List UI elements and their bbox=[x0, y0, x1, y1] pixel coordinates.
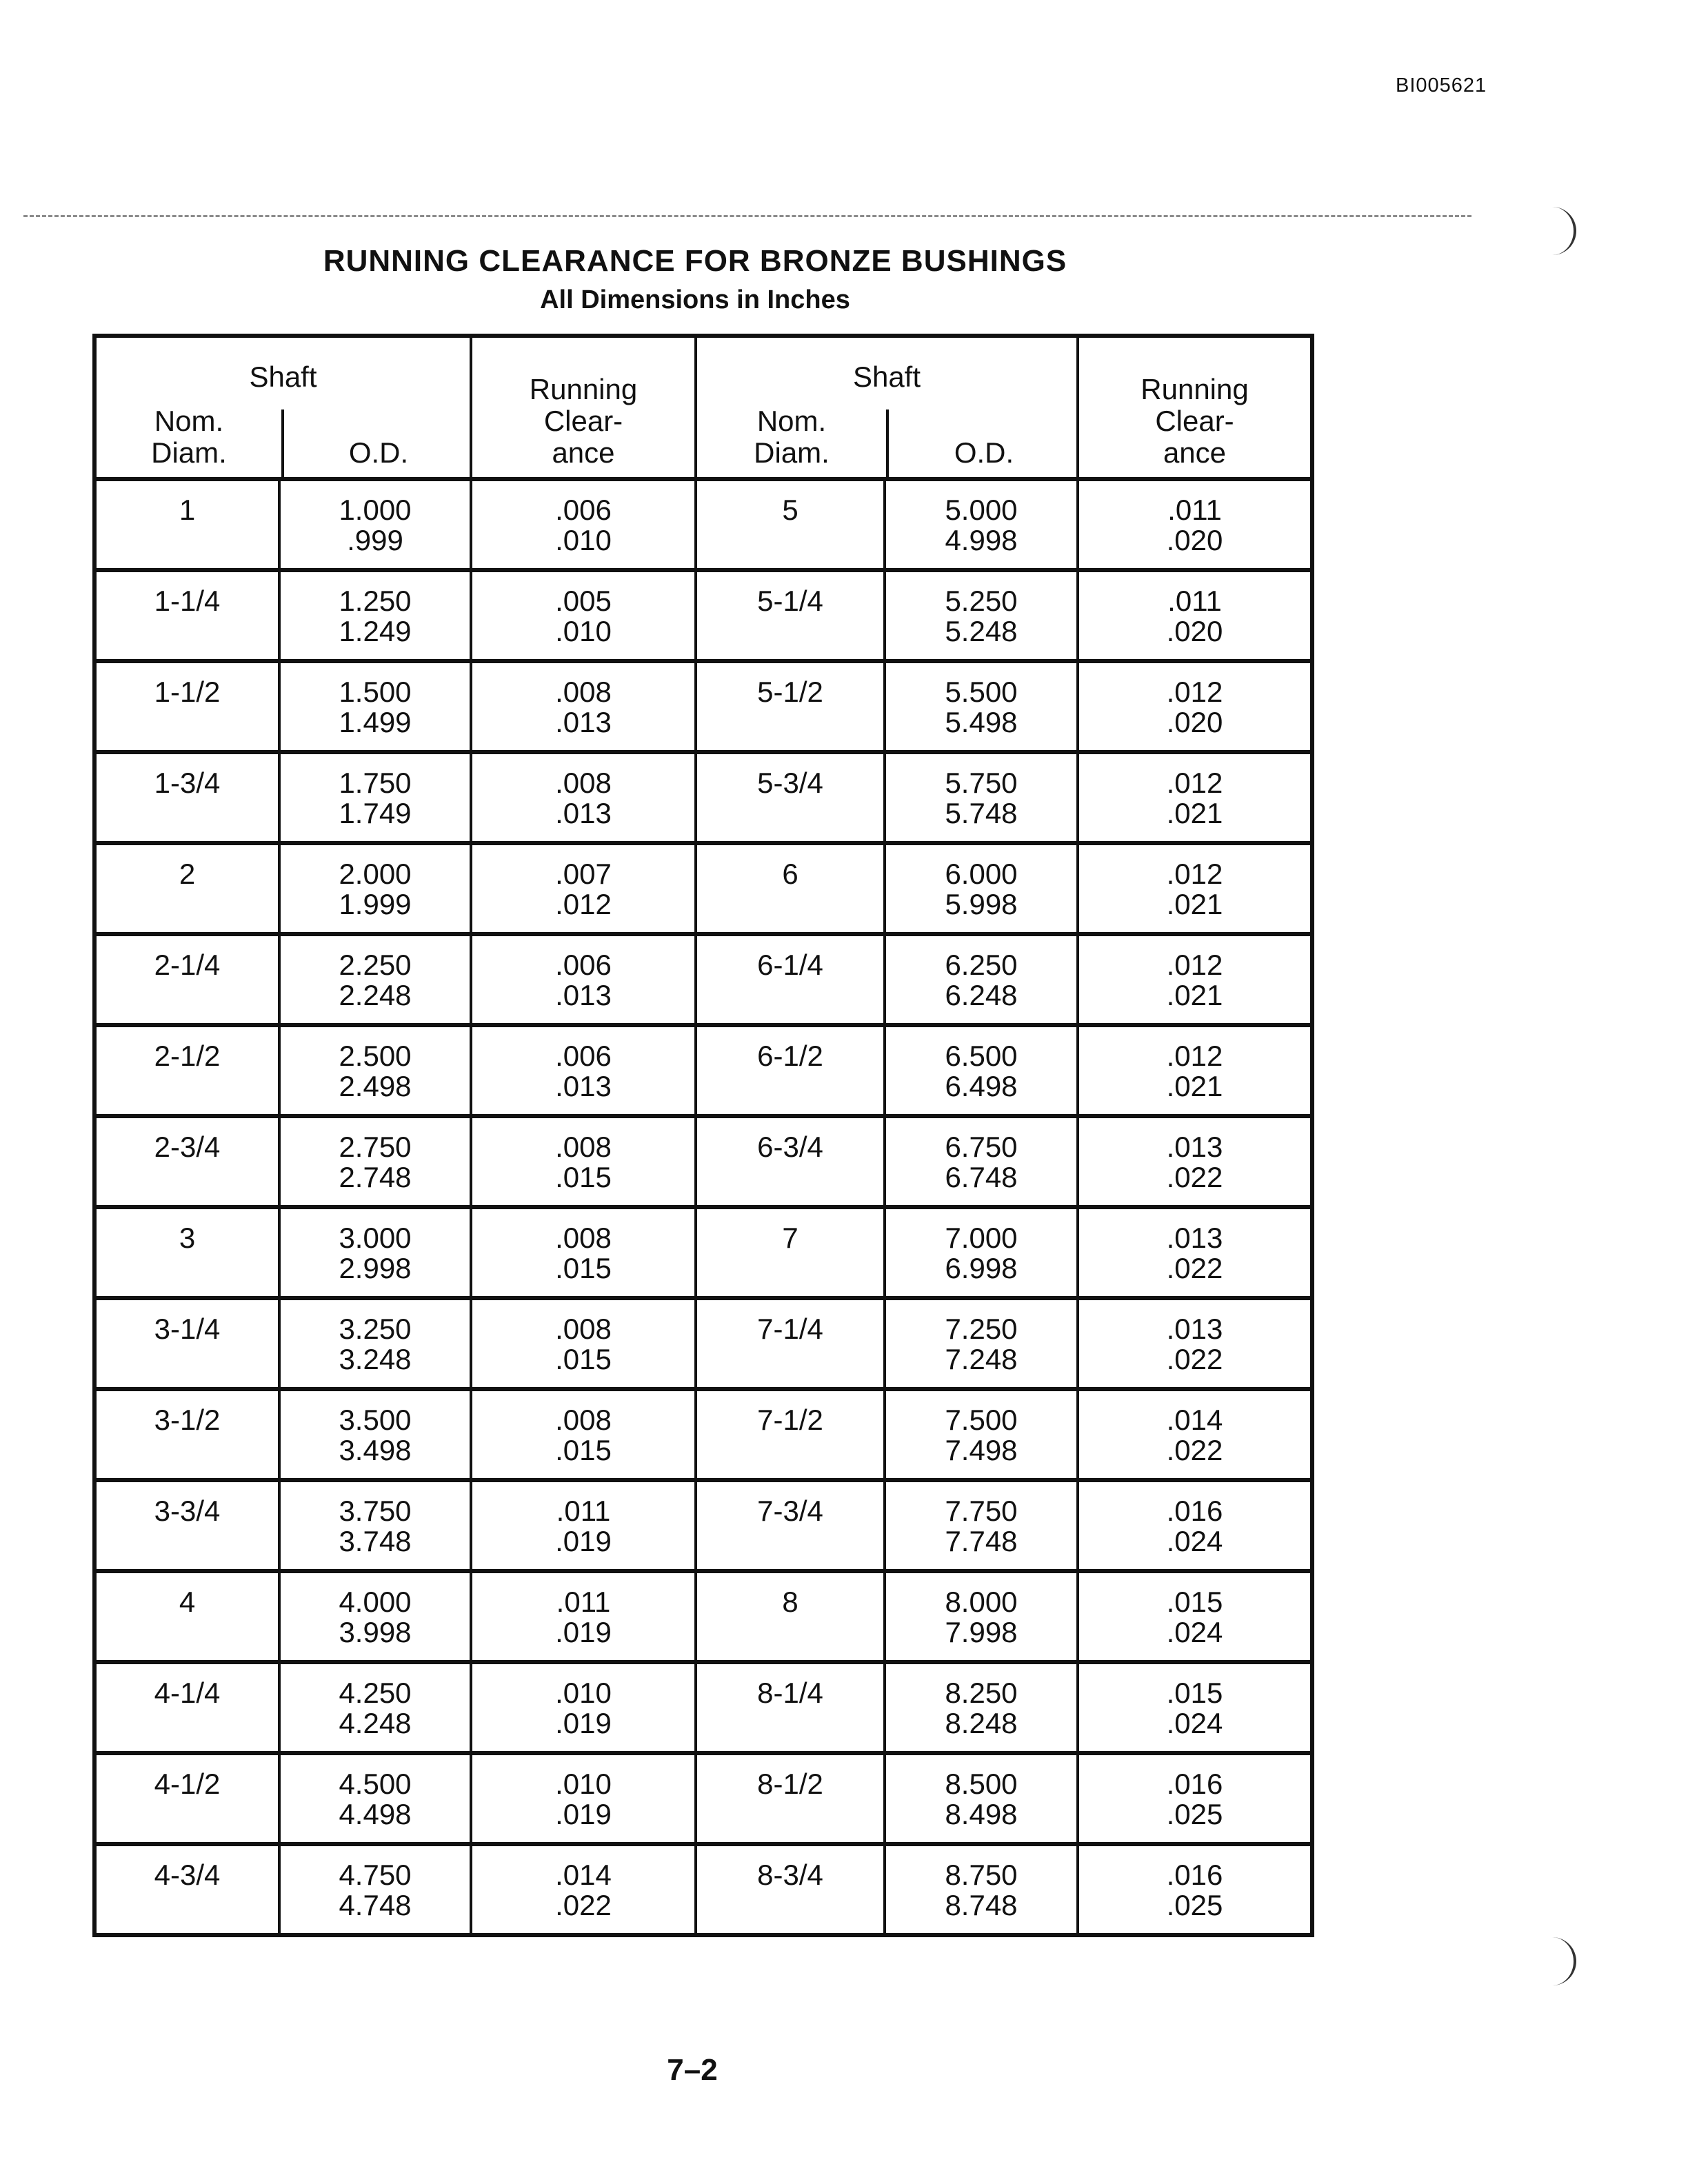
cell-value: 6.500 bbox=[945, 1040, 1018, 1072]
running-clearance-cell bbox=[1078, 1025, 1312, 1116]
nom-diam-cell bbox=[94, 479, 279, 570]
cell-value: 2-1/4 bbox=[154, 949, 221, 981]
running-clearance-cell bbox=[471, 1662, 696, 1753]
cell-value: 2-3/4 bbox=[154, 1131, 221, 1163]
cell-value: 1.749 bbox=[339, 797, 412, 829]
cell-value: 4.750 bbox=[339, 1859, 412, 1891]
nom-diam-cell bbox=[696, 1025, 885, 1116]
cell-value: 4-1/4 bbox=[154, 1677, 221, 1709]
cell-value: .012 bbox=[1166, 949, 1223, 981]
cell-value: .011 bbox=[556, 1495, 611, 1527]
cell-value: 2.248 bbox=[339, 979, 412, 1011]
running-clearance-cell bbox=[1078, 934, 1312, 1025]
cell-value: .015 bbox=[555, 1343, 612, 1375]
cell-value: 7.748 bbox=[945, 1525, 1018, 1557]
running-clearance-cell bbox=[471, 843, 696, 934]
page-number: 7–2 bbox=[667, 2053, 718, 2087]
running-clearance-cell bbox=[1078, 1298, 1312, 1389]
nom-diam-cell bbox=[696, 1662, 885, 1753]
cell-value: 8.500 bbox=[945, 1768, 1018, 1800]
cell-value: .008 bbox=[555, 1404, 612, 1436]
od-header: O.D. bbox=[348, 436, 409, 469]
cell-value: 1.999 bbox=[339, 888, 412, 920]
cell-value: .008 bbox=[555, 767, 612, 799]
cell-value: 4.248 bbox=[339, 1707, 412, 1739]
cell-value: 8.250 bbox=[945, 1677, 1018, 1709]
cell-value: .013 bbox=[1166, 1313, 1223, 1345]
nom-diam-cell bbox=[696, 1116, 885, 1207]
od-cell bbox=[885, 1662, 1078, 1753]
nom-diam-cell bbox=[696, 752, 885, 843]
table-row bbox=[94, 1389, 1312, 1480]
table-row bbox=[94, 479, 1312, 570]
cell-value: .025 bbox=[1166, 1889, 1223, 1921]
running-clearance-cell bbox=[471, 1480, 696, 1571]
running-clearance-cell bbox=[1078, 661, 1312, 752]
running-clearance-cell bbox=[471, 1753, 696, 1844]
cell-value: 1-1/4 bbox=[154, 585, 221, 617]
cell-value: 3 bbox=[179, 1222, 196, 1254]
cell-value: 1-3/4 bbox=[154, 767, 221, 799]
cell-value: 3.500 bbox=[339, 1404, 412, 1436]
cell-value: .021 bbox=[1166, 888, 1223, 920]
cell-value: 6.748 bbox=[945, 1161, 1018, 1193]
nom-diam-header: Nom. Diam. bbox=[754, 405, 830, 469]
running-clearance-cell bbox=[471, 752, 696, 843]
od-cell bbox=[279, 1662, 471, 1753]
cell-value: 8-1/4 bbox=[757, 1677, 823, 1709]
running-clearance-cell bbox=[471, 1389, 696, 1480]
cell-value: .012 bbox=[1166, 676, 1223, 708]
running-clearance-cell bbox=[1078, 570, 1312, 661]
running-clearance-cell bbox=[1078, 1571, 1312, 1662]
cell-value: 6.000 bbox=[945, 858, 1018, 890]
cell-value: .006 bbox=[555, 949, 612, 981]
header-row bbox=[94, 336, 1312, 479]
cell-value: .021 bbox=[1166, 1070, 1223, 1102]
cell-value: .010 bbox=[555, 615, 612, 647]
shaft-header-left bbox=[94, 336, 471, 479]
cell-value: 1.000 bbox=[339, 494, 412, 526]
cell-value: 3.998 bbox=[339, 1616, 412, 1648]
cell-value: .022 bbox=[1166, 1343, 1223, 1375]
cell-value: 4-3/4 bbox=[154, 1859, 221, 1891]
cell-value: 2.498 bbox=[339, 1070, 412, 1102]
cell-value: 5-1/2 bbox=[757, 676, 823, 708]
table-row bbox=[94, 570, 1312, 661]
cell-value: 5.500 bbox=[945, 676, 1018, 708]
cell-value: 3.748 bbox=[339, 1525, 412, 1557]
cell-value: .015 bbox=[1166, 1677, 1223, 1709]
cell-value: 4.998 bbox=[945, 524, 1018, 556]
od-cell bbox=[885, 1389, 1078, 1480]
binder-hole-mark-bottom bbox=[1539, 1937, 1576, 1985]
running-clearance-cell bbox=[1078, 1389, 1312, 1480]
cell-value: 4.498 bbox=[339, 1798, 412, 1830]
cell-value: 3.250 bbox=[339, 1313, 412, 1345]
cell-value: .011 bbox=[556, 1586, 611, 1618]
cell-value: 8 bbox=[782, 1586, 798, 1618]
nom-diam-cell bbox=[94, 1480, 279, 1571]
cell-value: 5.000 bbox=[945, 494, 1018, 526]
cell-value: .005 bbox=[555, 585, 612, 617]
cell-value: .999 bbox=[347, 524, 403, 556]
cell-value: .012 bbox=[1166, 1040, 1223, 1072]
cell-value: 7.998 bbox=[945, 1616, 1018, 1648]
cell-value: 2 bbox=[179, 858, 196, 890]
cell-value: .019 bbox=[555, 1616, 612, 1648]
cell-value: .016 bbox=[1166, 1768, 1223, 1800]
cell-value: 8.248 bbox=[945, 1707, 1018, 1739]
cell-value: 4.250 bbox=[339, 1677, 412, 1709]
cell-value: .024 bbox=[1166, 1525, 1223, 1557]
cell-value: 7.500 bbox=[945, 1404, 1018, 1436]
od-cell bbox=[279, 1025, 471, 1116]
cell-value: .006 bbox=[555, 494, 612, 526]
cell-value: .015 bbox=[1166, 1586, 1223, 1618]
running-clearance-cell bbox=[1078, 1480, 1312, 1571]
nom-diam-cell bbox=[696, 843, 885, 934]
cell-value: .019 bbox=[555, 1525, 612, 1557]
cell-value: .013 bbox=[1166, 1131, 1223, 1163]
table-subtitle: All Dimensions in Inches bbox=[540, 285, 850, 314]
cell-value: .020 bbox=[1166, 706, 1223, 738]
nom-diam-cell bbox=[94, 752, 279, 843]
cell-value: 8-3/4 bbox=[757, 1859, 823, 1891]
table-row bbox=[94, 934, 1312, 1025]
od-cell bbox=[279, 1298, 471, 1389]
table-row bbox=[94, 1207, 1312, 1298]
od-cell bbox=[279, 1571, 471, 1662]
cell-value: 2.748 bbox=[339, 1161, 412, 1193]
cell-value: 6.248 bbox=[945, 979, 1018, 1011]
cell-value: 6 bbox=[782, 858, 798, 890]
cell-value: 4-1/2 bbox=[154, 1768, 221, 1800]
cell-value: .013 bbox=[555, 706, 612, 738]
cell-value: .020 bbox=[1166, 615, 1223, 647]
table-row bbox=[94, 1662, 1312, 1753]
od-cell bbox=[885, 1571, 1078, 1662]
cell-value: .022 bbox=[1166, 1434, 1223, 1466]
cell-value: 6.750 bbox=[945, 1131, 1018, 1163]
cell-value: .010 bbox=[555, 1768, 612, 1800]
cell-value: .006 bbox=[555, 1040, 612, 1072]
cell-value: .008 bbox=[555, 1313, 612, 1345]
cell-value: 2.750 bbox=[339, 1131, 412, 1163]
cell-value: 6-1/4 bbox=[757, 949, 823, 981]
cell-value: .020 bbox=[1166, 524, 1223, 556]
cell-value: 2-1/2 bbox=[154, 1040, 221, 1072]
cell-value: 7.498 bbox=[945, 1434, 1018, 1466]
nom-diam-cell bbox=[94, 1207, 279, 1298]
cell-value: .016 bbox=[1166, 1859, 1223, 1891]
cell-value: 8.498 bbox=[945, 1798, 1018, 1830]
table-row bbox=[94, 752, 1312, 843]
nom-diam-cell bbox=[696, 1571, 885, 1662]
table-title: RUNNING CLEARANCE FOR BRONZE BUSHINGS bbox=[323, 244, 1067, 278]
running-clearance-cell bbox=[1078, 843, 1312, 934]
cell-value: .015 bbox=[555, 1252, 612, 1284]
od-cell bbox=[885, 1480, 1078, 1571]
cell-value: 3-3/4 bbox=[154, 1495, 221, 1527]
nom-diam-cell bbox=[696, 1389, 885, 1480]
cell-value: .013 bbox=[555, 797, 612, 829]
table-row bbox=[94, 1844, 1312, 1935]
running-clearance-cell bbox=[471, 479, 696, 570]
running-clearance-cell bbox=[1078, 1844, 1312, 1935]
shaft-label: Shaft bbox=[249, 361, 317, 393]
cell-value: 5.750 bbox=[945, 767, 1018, 799]
nom-diam-cell bbox=[94, 843, 279, 934]
nom-diam-cell bbox=[94, 1662, 279, 1753]
running-clearance-cell bbox=[1078, 1116, 1312, 1207]
od-cell bbox=[885, 661, 1078, 752]
cell-value: .010 bbox=[555, 524, 612, 556]
od-cell bbox=[885, 752, 1078, 843]
table-row bbox=[94, 1571, 1312, 1662]
od-cell bbox=[279, 843, 471, 934]
cell-value: 6.250 bbox=[945, 949, 1018, 981]
cell-value: 4.000 bbox=[339, 1586, 412, 1618]
cell-value: 8.000 bbox=[945, 1586, 1018, 1618]
od-cell bbox=[885, 570, 1078, 661]
od-cell bbox=[279, 1389, 471, 1480]
cell-value: .015 bbox=[555, 1161, 612, 1193]
running-clearance-cell bbox=[471, 1571, 696, 1662]
nom-diam-cell bbox=[696, 934, 885, 1025]
nom-diam-cell bbox=[696, 570, 885, 661]
running-clearance-cell bbox=[1078, 752, 1312, 843]
cell-value: .012 bbox=[1166, 858, 1223, 890]
running-clearance-cell bbox=[471, 1116, 696, 1207]
table-row bbox=[94, 1480, 1312, 1571]
cell-value: 5.998 bbox=[945, 888, 1018, 920]
shaft-header-right bbox=[696, 336, 1078, 479]
od-cell bbox=[279, 1844, 471, 1935]
od-cell bbox=[885, 1207, 1078, 1298]
cell-value: .012 bbox=[555, 888, 612, 920]
cell-value: .014 bbox=[1166, 1404, 1223, 1436]
cell-value: 7-3/4 bbox=[757, 1495, 823, 1527]
running-clearance-table bbox=[92, 334, 1314, 1937]
cell-value: 4 bbox=[179, 1586, 196, 1618]
cell-value: 5-1/4 bbox=[757, 585, 823, 617]
table-row bbox=[94, 843, 1312, 934]
nom-diam-cell bbox=[94, 1844, 279, 1935]
running-clearance-header-left: Running Clear- ance bbox=[471, 336, 696, 479]
od-cell bbox=[885, 1116, 1078, 1207]
nom-diam-cell bbox=[696, 1480, 885, 1571]
running-clearance-cell bbox=[471, 1844, 696, 1935]
cell-value: 6-3/4 bbox=[757, 1131, 823, 1163]
cell-value: 1.499 bbox=[339, 706, 412, 738]
cell-value: .024 bbox=[1166, 1707, 1223, 1739]
nom-diam-cell bbox=[94, 570, 279, 661]
cell-value: .016 bbox=[1166, 1495, 1223, 1527]
cell-value: .015 bbox=[555, 1434, 612, 1466]
od-cell bbox=[885, 1844, 1078, 1935]
nom-diam-cell bbox=[94, 1389, 279, 1480]
cell-value: .011 bbox=[1167, 494, 1222, 526]
nom-diam-cell bbox=[696, 1298, 885, 1389]
cell-value: .008 bbox=[555, 1131, 612, 1163]
binder-hole-mark-top bbox=[1539, 207, 1576, 255]
nom-diam-cell bbox=[94, 934, 279, 1025]
nom-diam-cell bbox=[94, 1571, 279, 1662]
cell-value: .013 bbox=[1166, 1222, 1223, 1254]
cell-value: 3-1/2 bbox=[154, 1404, 221, 1436]
cell-value: 7 bbox=[782, 1222, 798, 1254]
od-cell bbox=[279, 1480, 471, 1571]
od-cell bbox=[885, 479, 1078, 570]
cell-value: .012 bbox=[1166, 767, 1223, 799]
od-cell bbox=[279, 1753, 471, 1844]
cell-value: 3.498 bbox=[339, 1434, 412, 1466]
od-header: O.D. bbox=[954, 436, 1014, 469]
cell-value: 1.500 bbox=[339, 676, 412, 708]
shaft-label: Shaft bbox=[852, 361, 921, 393]
nom-diam-cell bbox=[696, 1207, 885, 1298]
cell-value: 5.250 bbox=[945, 585, 1018, 617]
cell-value: 1 bbox=[179, 494, 196, 526]
cell-value: .010 bbox=[555, 1677, 612, 1709]
od-cell bbox=[885, 1298, 1078, 1389]
cell-value: 1-1/2 bbox=[154, 676, 221, 708]
cell-value: 7-1/4 bbox=[757, 1313, 823, 1345]
od-cell bbox=[885, 1025, 1078, 1116]
nom-diam-cell bbox=[696, 1844, 885, 1935]
nom-diam-cell bbox=[94, 1025, 279, 1116]
cell-value: .024 bbox=[1166, 1616, 1223, 1648]
cell-value: 6.498 bbox=[945, 1070, 1018, 1102]
cell-value: .013 bbox=[555, 1070, 612, 1102]
cell-value: 2.250 bbox=[339, 949, 412, 981]
table-row bbox=[94, 661, 1312, 752]
scan-rule-line bbox=[23, 215, 1471, 217]
cell-value: 4.748 bbox=[339, 1889, 412, 1921]
running-clearance-cell bbox=[471, 570, 696, 661]
cell-value: 5.748 bbox=[945, 797, 1018, 829]
od-cell bbox=[885, 843, 1078, 934]
cell-value: .019 bbox=[555, 1798, 612, 1830]
running-clearance-cell bbox=[1078, 1207, 1312, 1298]
cell-value: 2.998 bbox=[339, 1252, 412, 1284]
cell-value: 6-1/2 bbox=[757, 1040, 823, 1072]
running-clearance-cell bbox=[471, 661, 696, 752]
cell-value: 5 bbox=[782, 494, 798, 526]
running-clearance-cell bbox=[1078, 1662, 1312, 1753]
od-cell bbox=[279, 570, 471, 661]
running-clearance-cell bbox=[471, 1298, 696, 1389]
cell-value: 5.498 bbox=[945, 706, 1018, 738]
od-cell bbox=[885, 1753, 1078, 1844]
cell-value: 5.248 bbox=[945, 615, 1018, 647]
cell-value: 3.750 bbox=[339, 1495, 412, 1527]
cell-value: .021 bbox=[1166, 979, 1223, 1011]
cell-value: 1.250 bbox=[339, 585, 412, 617]
cell-value: .014 bbox=[555, 1859, 612, 1891]
od-cell bbox=[279, 934, 471, 1025]
cell-value: .022 bbox=[555, 1889, 612, 1921]
cell-value: 7.248 bbox=[945, 1343, 1018, 1375]
cell-value: 8.750 bbox=[945, 1859, 1018, 1891]
nom-diam-cell bbox=[696, 1753, 885, 1844]
cell-value: .008 bbox=[555, 1222, 612, 1254]
cell-value: 7-1/2 bbox=[757, 1404, 823, 1436]
cell-value: 8.748 bbox=[945, 1889, 1018, 1921]
cell-value: 1.249 bbox=[339, 615, 412, 647]
nom-diam-cell bbox=[696, 661, 885, 752]
cell-value: 3.000 bbox=[339, 1222, 412, 1254]
od-cell bbox=[279, 1116, 471, 1207]
cell-value: 2.000 bbox=[339, 858, 412, 890]
table-row bbox=[94, 1025, 1312, 1116]
nom-diam-cell bbox=[94, 1753, 279, 1844]
cell-value: .022 bbox=[1166, 1161, 1223, 1193]
table-row bbox=[94, 1753, 1312, 1844]
nom-diam-cell bbox=[94, 1116, 279, 1207]
cell-value: .007 bbox=[555, 858, 612, 890]
nom-diam-header: Nom. Diam. bbox=[151, 405, 227, 469]
cell-value: 7.250 bbox=[945, 1313, 1018, 1345]
cell-value: .019 bbox=[555, 1707, 612, 1739]
running-clearance-cell bbox=[1078, 1753, 1312, 1844]
cell-value: 5-3/4 bbox=[757, 767, 823, 799]
cell-value: 7.000 bbox=[945, 1222, 1018, 1254]
od-cell bbox=[279, 479, 471, 570]
nom-diam-cell bbox=[696, 479, 885, 570]
cell-value: .022 bbox=[1166, 1252, 1223, 1284]
od-cell bbox=[279, 1207, 471, 1298]
running-clearance-cell bbox=[1078, 479, 1312, 570]
nom-diam-cell bbox=[94, 661, 279, 752]
od-cell bbox=[279, 661, 471, 752]
running-clearance-cell bbox=[471, 1207, 696, 1298]
table-body bbox=[94, 479, 1312, 1935]
cell-value: .021 bbox=[1166, 797, 1223, 829]
cell-value: 1.750 bbox=[339, 767, 412, 799]
cell-value: 3-1/4 bbox=[154, 1313, 221, 1345]
table-row bbox=[94, 1298, 1312, 1389]
running-clearance-header-right: Running Clear- ance bbox=[1078, 336, 1312, 479]
cell-value: 8-1/2 bbox=[757, 1768, 823, 1800]
running-clearance-cell bbox=[471, 1025, 696, 1116]
od-cell bbox=[279, 752, 471, 843]
cell-value: .013 bbox=[555, 979, 612, 1011]
cell-value: .008 bbox=[555, 676, 612, 708]
document-id: BI005621 bbox=[1396, 74, 1487, 97]
cell-value: 7.750 bbox=[945, 1495, 1018, 1527]
od-cell bbox=[885, 934, 1078, 1025]
cell-value: 4.500 bbox=[339, 1768, 412, 1800]
cell-value: 6.998 bbox=[945, 1252, 1018, 1284]
running-clearance-cell bbox=[471, 934, 696, 1025]
nom-diam-cell bbox=[94, 1298, 279, 1389]
cell-value: 3.248 bbox=[339, 1343, 412, 1375]
table-row bbox=[94, 1116, 1312, 1207]
cell-value: 2.500 bbox=[339, 1040, 412, 1072]
cell-value: .011 bbox=[1167, 585, 1222, 617]
cell-value: .025 bbox=[1166, 1798, 1223, 1830]
